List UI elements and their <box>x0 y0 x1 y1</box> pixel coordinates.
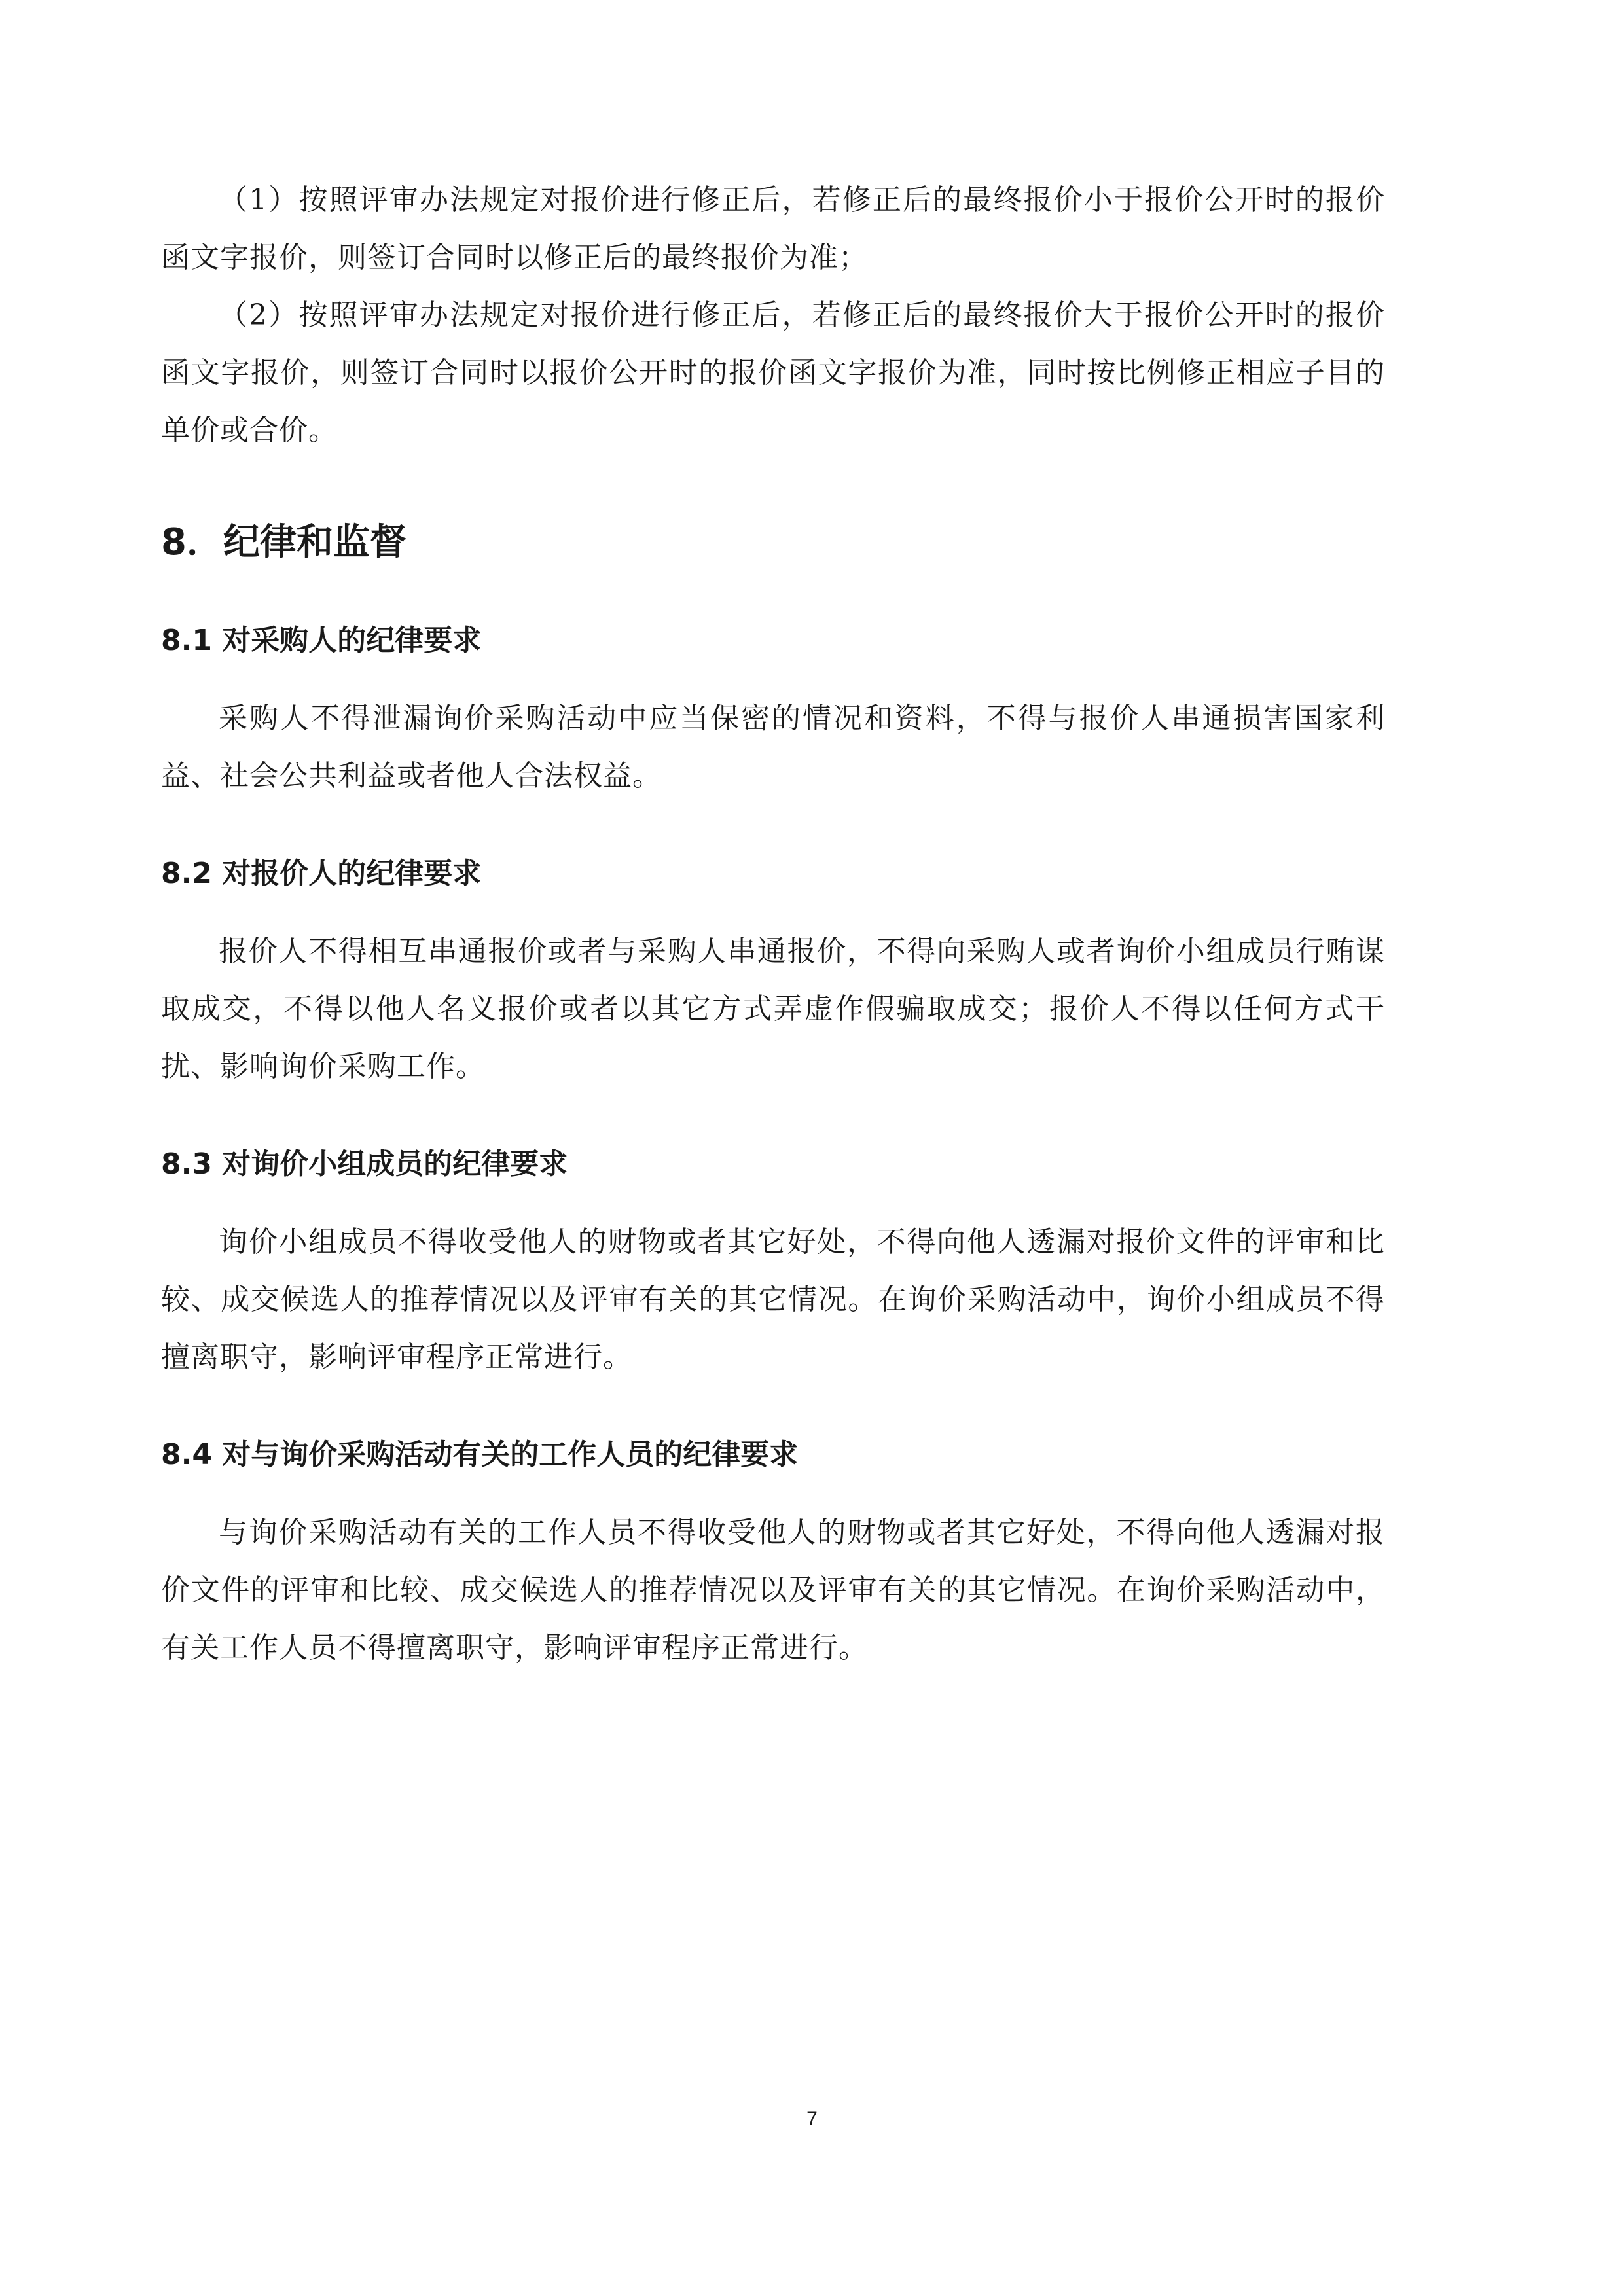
paragraph-8-4: 与询价采购活动有关的工作人员不得收受他人的财物或者其它好处，不得向他人透漏对报价文件的评审和比较、成交候选人的推荐情况以及评审有关的其它情况。在询价采购活动中，有关工作人员不得擅离职守，影响评审程序正常进行。 <box>161 1516 1385 1664</box>
paragraph-8-2: 报价人不得相互串通报价或者与采购人串通报价，不得向采购人或者询价小组成员行贿谋取成交，不得以他人名义报价或者以其它方式弄虚作假骗取成交；报价人不得以任何方式干扰、影响询价采购工作。 <box>161 935 1385 1083</box>
clause-7-item-2: （2）按照评审办法规定对报价进行修正后，若修正后的最终报价大于报价公开时的报价函文字报价，则签订合同时以报价公开时的报价函文字报价为准，同时按比例修正相应子目的单价或合价。 <box>161 298 1385 447</box>
page-number: 7 <box>806 2108 818 2130</box>
subsection-heading-8-1: 8.1 对采购人的纪律要求 <box>161 624 482 657</box>
clause-7-item-1: （1）按照评审办法规定对报价进行修正后，若修正后的最终报价小于报价公开时的报价函文字报价，则签订合同时以修正后的最终报价为准； <box>161 183 1385 274</box>
subsection-heading-8-3: 8.3 对询价小组成员的纪律要求 <box>161 1147 568 1181</box>
paragraph-8-1: 采购人不得泄漏询价采购活动中应当保密的情况和资料，不得与报价人串通损害国家利益、社会公共利益或者他人合法权益。 <box>161 702 1385 793</box>
subsection-heading-8-2: 8.2 对报价人的纪律要求 <box>161 857 482 890</box>
subsection-heading-8-4: 8.4 对与询价采购活动有关的工作人员的纪律要求 <box>161 1438 799 1471</box>
page-content <box>161 171 1385 1677</box>
paragraph-8-3: 询价小组成员不得收受他人的财物或者其它好处，不得向他人透漏对报价文件的评审和比较、成交候选人的推荐情况以及评审有关的其它情况。在询价采购活动中，询价小组成员不得擅离职守，影响评审程序正常进行。 <box>161 1225 1385 1374</box>
section-heading-8: 8．纪律和监督 <box>161 521 406 564</box>
